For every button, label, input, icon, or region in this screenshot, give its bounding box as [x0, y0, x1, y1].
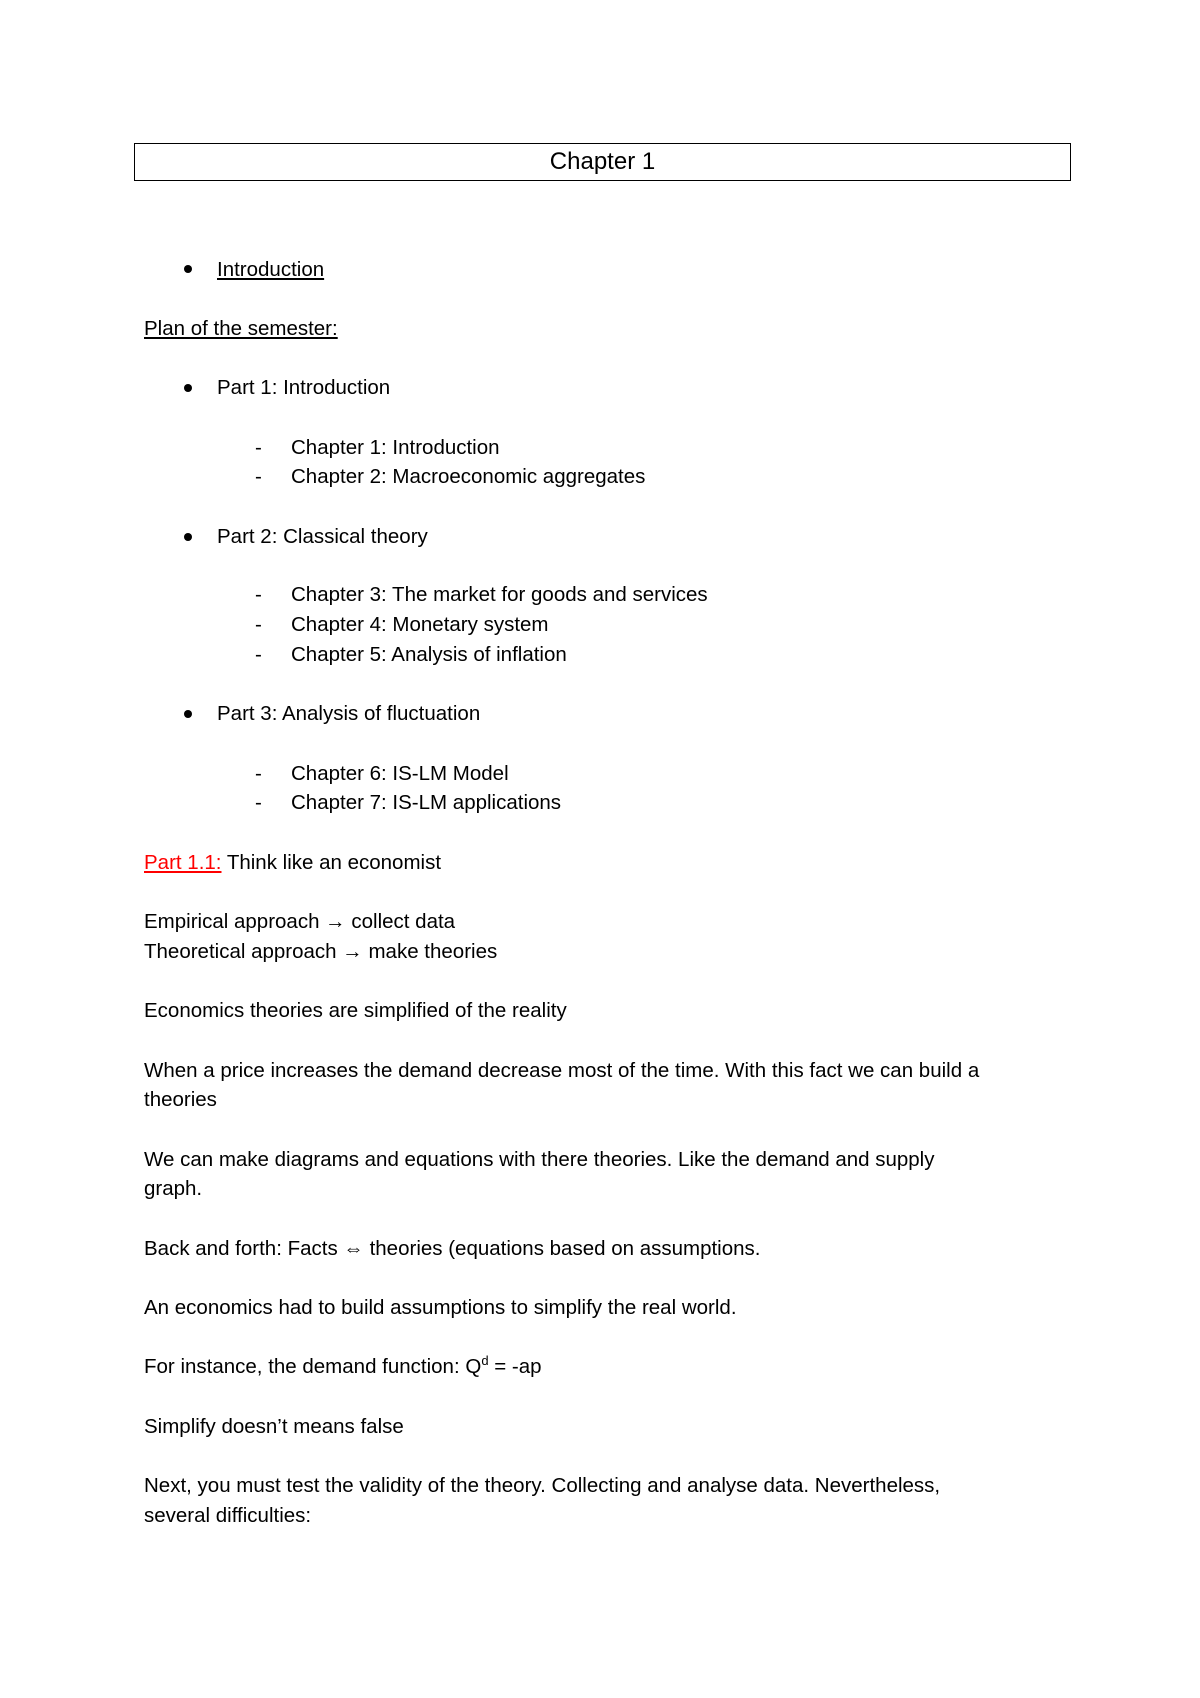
chapter-item: Chapter 2: Macroeconomic aggregates — [291, 465, 646, 488]
bullet-dot-icon — [184, 384, 192, 392]
part-label: Part 2: Classical theory — [217, 525, 428, 548]
chapter-title-box — [134, 143, 1071, 181]
chapter-item: Chapter 4: Monetary system — [291, 613, 549, 636]
dash-marker: - — [255, 583, 262, 606]
demand-superscript: d — [481, 1353, 489, 1369]
plan-heading: Plan of the semester: — [144, 317, 338, 340]
chapter-item: Chapter 1: Introduction — [291, 436, 500, 459]
chapter-title: Chapter 1 — [549, 148, 656, 175]
demand-suffix: = -ap — [488, 1355, 542, 1378]
intro-bullet: Introduction — [217, 258, 325, 281]
chapter-item: Chapter 6: IS-LM Model — [291, 762, 509, 785]
paragraph-theoretical: Theoretical approach → make theories — [144, 940, 498, 963]
paragraph-demand-function — [144, 1352, 542, 1381]
paragraph-next-line1: Next, you must test the validity of the theory. Collecting and analyse data. Nevertheless, — [144, 1474, 941, 1497]
dash-marker: - — [255, 436, 262, 459]
paragraph-price-line1: When a price increases the demand decrease most of the time. With this fact we can build a — [144, 1059, 980, 1082]
dash-marker: - — [255, 762, 262, 785]
section-label: Part 1.1: — [144, 851, 222, 874]
paragraph-empirical: Empirical approach → collect data — [144, 910, 456, 933]
demand-prefix: For instance, the demand function: Q — [144, 1355, 482, 1378]
dash-marker: - — [255, 791, 262, 814]
section-heading — [144, 848, 441, 877]
chapter-item: Chapter 5: Analysis of inflation — [291, 643, 567, 666]
dash-marker: - — [255, 643, 262, 666]
paragraph-assumptions: An economics had to build assumptions to simplify the real world. — [144, 1296, 737, 1319]
paragraph-back-forth: Back and forth: Facts ⇔ theories (equations based on assumptions. — [144, 1237, 761, 1260]
paragraph-diagrams-line2: graph. — [144, 1177, 203, 1200]
chapter-item: Chapter 3: The market for goods and services — [291, 583, 708, 606]
paragraph-simplified: Economics theories are simplified of the reality — [144, 999, 567, 1022]
dash-marker: - — [255, 465, 262, 488]
paragraph-simplify: Simplify doesn’t means false — [144, 1415, 404, 1438]
dash-marker: - — [255, 613, 262, 636]
paragraph-price-line2: theories — [144, 1088, 217, 1111]
bullet-dot-icon — [184, 710, 192, 718]
part-label: Part 1: Introduction — [217, 376, 391, 399]
bullet-dot-icon — [184, 265, 192, 273]
part-label: Part 3: Analysis of fluctuation — [217, 702, 481, 725]
chapter-item: Chapter 7: IS-LM applications — [291, 791, 562, 814]
section-text: Think like an economist — [221, 851, 442, 874]
paragraph-next-line2: several difficulties: — [144, 1504, 312, 1527]
bullet-dot-icon — [184, 533, 192, 541]
paragraph-diagrams-line1: We can make diagrams and equations with there theories. Like the demand and supply — [144, 1148, 935, 1171]
